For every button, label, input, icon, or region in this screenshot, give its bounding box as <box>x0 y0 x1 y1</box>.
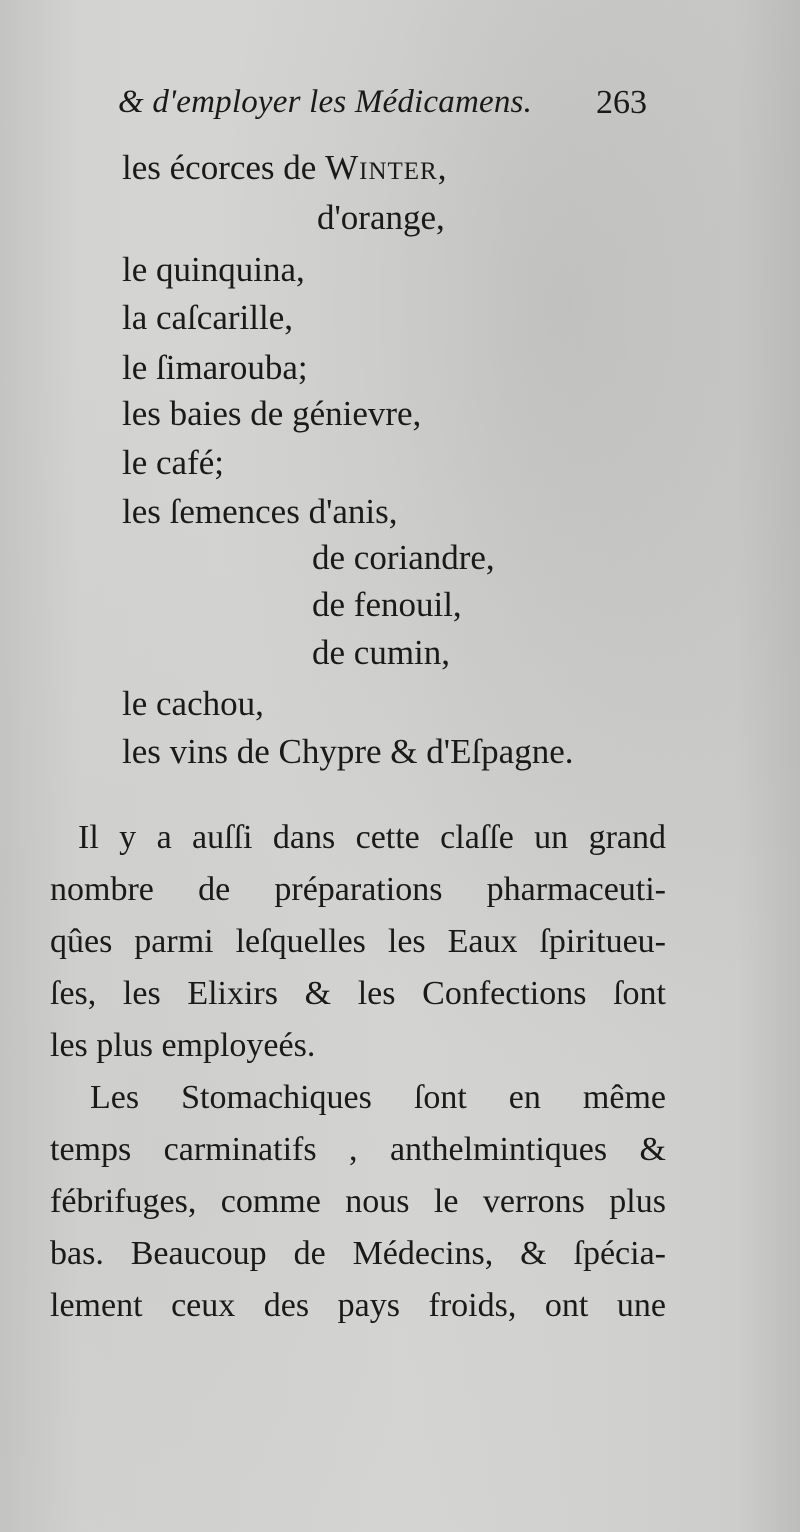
list-item: de coriandre, <box>312 538 495 577</box>
list-item: les écorces de Winter, <box>122 148 447 187</box>
list-item: les vins de Chypre & d'Eſpagne. <box>122 732 574 771</box>
list-item: d'orange, <box>317 198 445 237</box>
paragraph-preparations <box>50 812 666 1072</box>
text-line: qûes parmi leſquelles les Eaux ſpiritueu- <box>50 923 666 960</box>
text-line: ſes, les Elixirs & les Confections ſont <box>50 975 666 1012</box>
text-line: Il y a auſſi dans cette claſſe un grand <box>78 819 666 856</box>
paragraph-stomachiques <box>50 1072 666 1332</box>
page-header <box>118 84 718 134</box>
list-item: de cumin, <box>312 633 451 672</box>
text-line: Les Stomachiques ſont en même <box>90 1079 666 1116</box>
list-item: le quinquina, <box>122 250 305 289</box>
list-item: le café; <box>122 443 224 482</box>
text-line: bas. Beaucoup de Médecins, & ſpécia- <box>50 1235 666 1272</box>
list-item: les ſemences d'anis, <box>122 492 398 531</box>
list-item: de fenouil, <box>312 585 462 624</box>
text-line: temps carminatifs , anthelmintiques & <box>50 1131 666 1168</box>
proper-name: Winter <box>325 148 438 187</box>
running-title: & d'employer les Médicamens. <box>118 84 533 120</box>
page-number: 263 <box>596 84 647 121</box>
text-line: fébrifuges, comme nous le verrons plus <box>50 1183 666 1220</box>
list-item: le ſimarouba; <box>122 348 308 387</box>
text-line: les plus employeés. <box>50 1027 316 1064</box>
text-line: nombre de préparations pharmaceuti- <box>50 871 666 908</box>
list-item: les baies de génievre, <box>122 394 422 433</box>
text-line: lement ceux des pays froids, ont une <box>50 1287 666 1324</box>
list-item: la caſcarille, <box>122 298 293 337</box>
list-item: le cachou, <box>122 684 264 723</box>
